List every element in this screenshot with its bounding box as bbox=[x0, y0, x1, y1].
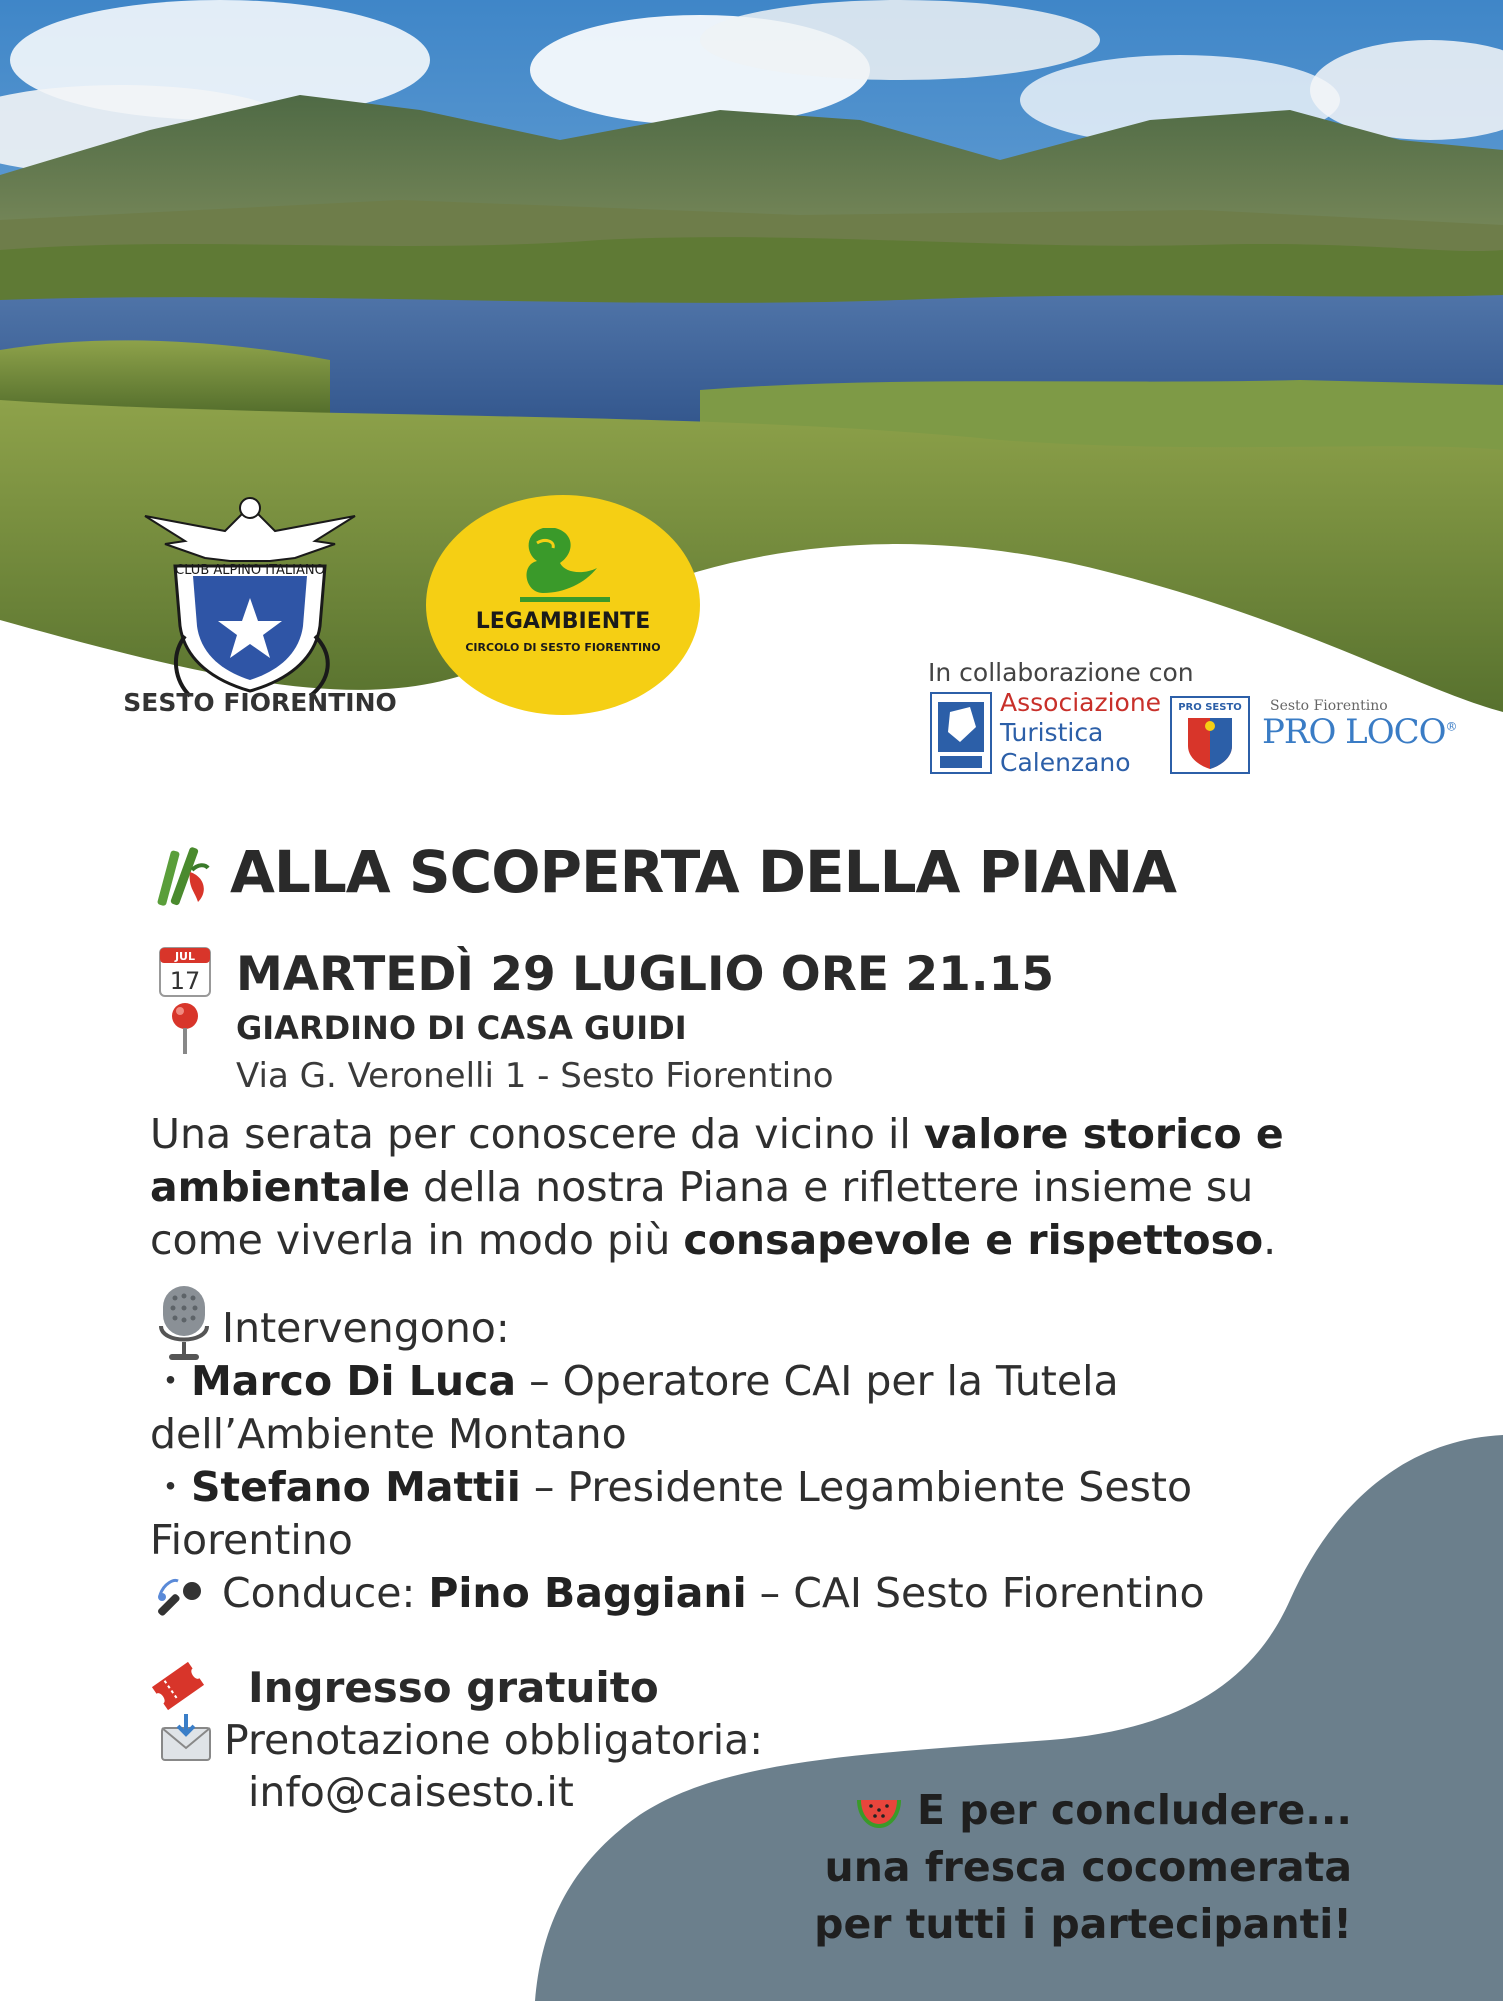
event-address: Via G. Veronelli 1 - Sesto Fiorentino bbox=[236, 1056, 834, 1096]
speakers-section bbox=[150, 1302, 1380, 1620]
svg-text:PRO SESTO: PRO SESTO bbox=[1178, 702, 1242, 713]
event-title: ALLA SCOPERTA DELLA PIANA bbox=[230, 838, 1177, 906]
host-line: Conduce: Pino Baggiani – CAI Sesto Fiorentino bbox=[150, 1567, 1380, 1620]
karaoke-mic-icon bbox=[156, 1577, 208, 1623]
event-venue: GIARDINO DI CASA GUIDI bbox=[236, 1009, 687, 1047]
legambiente-logo bbox=[425, 493, 702, 718]
associazione-turistica-name: Associazione Turistica Calenzano bbox=[1000, 688, 1162, 777]
svg-text:17: 17 bbox=[169, 967, 201, 995]
speaker-item: ・Stefano Mattii – Presidente Legambiente Sesto Fiorentino bbox=[150, 1463, 1193, 1564]
speaker-item: ・Marco Di Luca – Operatore CAI per la Tutela dell’Ambiente Montano bbox=[150, 1357, 1119, 1458]
proloco-logo: PRO LOCO® bbox=[1262, 712, 1457, 752]
entry-info: Ingresso gratuito bbox=[248, 1663, 659, 1712]
pro-sesto-logo bbox=[1170, 696, 1250, 774]
booking-info: Prenotazione obbligatoria: bbox=[224, 1716, 764, 1764]
speakers-heading: Intervengono: bbox=[222, 1304, 510, 1352]
ticket-icon bbox=[150, 1660, 206, 1712]
collaboration-label: In collaborazione con bbox=[928, 658, 1194, 687]
booking-email[interactable]: info@caisesto.it bbox=[248, 1768, 574, 1816]
proloco-subtitle: Sesto Fiorentino bbox=[1270, 698, 1388, 714]
event-description: Una serata per conoscere da vicino il valore storico e ambientale della nostra Piana e riflettere insieme su come viverla in modo più consapevole e rispettoso. bbox=[150, 1110, 1284, 1264]
pin-icon bbox=[165, 1000, 205, 1056]
cai-caption: SESTO FIORENTINO bbox=[123, 688, 397, 717]
svg-text:LEGAMBIENTE: LEGAMBIENTE bbox=[475, 609, 651, 634]
watermelon-icon bbox=[855, 1796, 903, 1830]
cai-logo bbox=[125, 486, 375, 716]
svg-text:JUL: JUL bbox=[174, 950, 196, 963]
event-datetime: MARTEDÌ 29 LUGLIO ORE 21.15 bbox=[236, 947, 1055, 1002]
svg-text:CIRCOLO DI SESTO FIORENTINO: CIRCOLO DI SESTO FIORENTINO bbox=[465, 641, 661, 654]
svg-text:CLUB ALPINO ITALIANO: CLUB ALPINO ITALIANO bbox=[175, 563, 325, 578]
envelope-icon bbox=[160, 1712, 212, 1762]
associazione-turistica-logo bbox=[930, 692, 992, 774]
closing-message: E per concludere... una fresca cocomerata per tutti i partecipanti! bbox=[814, 1786, 1352, 1948]
bamboo-icon bbox=[150, 842, 212, 908]
calendar-icon bbox=[158, 944, 212, 998]
